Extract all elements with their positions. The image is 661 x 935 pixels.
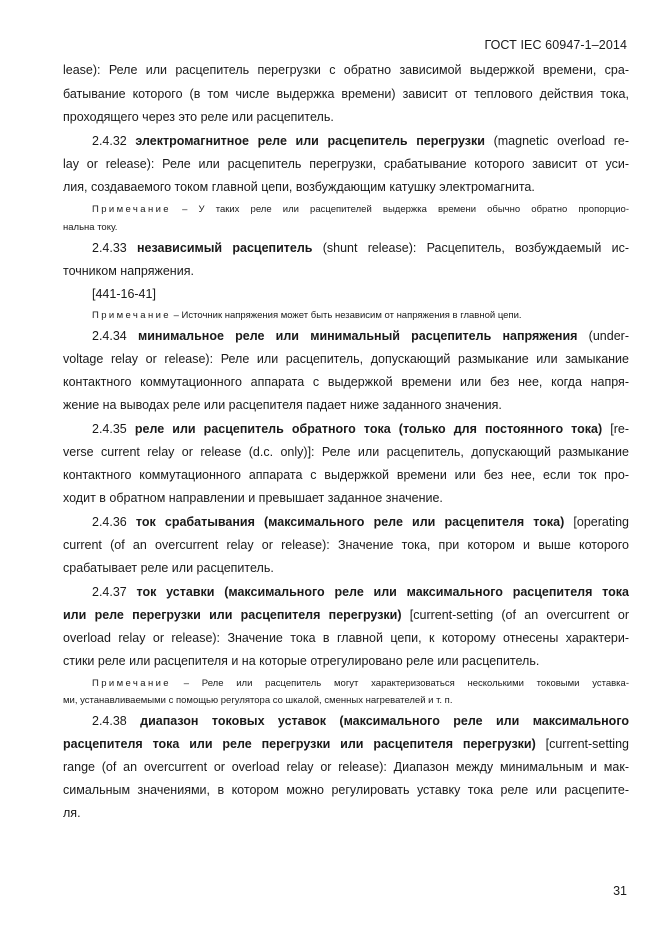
clause-term: или реле перегрузки или расцепителя перегрузки) bbox=[63, 608, 402, 622]
note-label: Примечание bbox=[92, 310, 171, 321]
note bbox=[92, 676, 629, 692]
clause-2-4-33 bbox=[92, 240, 629, 256]
body-line: контактного коммутационного аппарата с выдержкой времени или без нее, когда напря- bbox=[63, 375, 629, 389]
clause-text: [current-setting (of an overcurrent or bbox=[401, 608, 629, 622]
note-label: Примечание bbox=[92, 204, 171, 215]
clause-term: реле или расцепитель обратного тока (только для постоянного тока) bbox=[134, 422, 603, 436]
body-line bbox=[63, 736, 629, 752]
body-line: лия, создаваемого током главной цепи, возбуждающим катушку электромагнита. bbox=[63, 180, 535, 194]
clause-text: [operating bbox=[564, 515, 629, 529]
clause-term: ток уставки (максимального реле или максимального расцепителя тока bbox=[136, 585, 629, 599]
body-line bbox=[63, 607, 629, 623]
note-text: – Реле или расцепитель могут характеризоваться несколькими токовыми уставка- bbox=[171, 678, 629, 689]
clause-text: [current-setting bbox=[535, 737, 629, 751]
clause-number: 2.4.32 bbox=[92, 134, 136, 148]
clause-text: [re- bbox=[602, 422, 629, 436]
note bbox=[92, 308, 629, 324]
clause-number: 2.4.36 bbox=[92, 515, 136, 529]
clause-number: 2.4.35 bbox=[92, 422, 135, 436]
clause-2-4-37 bbox=[92, 584, 629, 600]
clause-term: независимый расцепитель bbox=[137, 241, 313, 255]
clause-text: (shunt release): Расцепитель, возбуждаемый ис- bbox=[312, 241, 629, 255]
clause-text: (under- bbox=[577, 329, 629, 343]
body-line: стики реле или расцепителя и на которые отрегулировано реле или расцепитель. bbox=[63, 654, 540, 668]
note-line: нальна току. bbox=[63, 222, 118, 233]
clause-2-4-35 bbox=[92, 421, 629, 437]
page-number: 31 bbox=[613, 884, 627, 898]
clause-number: 2.4.37 bbox=[92, 585, 137, 599]
note-label: Примечание bbox=[92, 678, 171, 689]
note-text: – Источник напряжения может быть независим от напряжения в главной цепи. bbox=[171, 310, 522, 321]
body-line: симальным значениями, в котором можно регулировать уставку тока реле или расцепите- bbox=[63, 783, 629, 797]
note-text: – У таких реле или расцепителей выдержка времени обычно обратно пропорцио- bbox=[171, 204, 629, 215]
body-line: range (of an overcurrent or overload relay or release): Диапазон между минимальным и мак- bbox=[63, 760, 629, 774]
clause-term: ток срабатывания (максимального реле или расцепителя тока) bbox=[135, 515, 565, 529]
clause-term: электромагнитное реле или расцепитель перегрузки bbox=[135, 134, 485, 148]
document-header: ГОСТ IEC 60947-1–2014 bbox=[484, 38, 627, 52]
clause-2-4-36 bbox=[92, 514, 629, 530]
body-line: lease): Реле или расцепитель перегрузки с обратно зависимой выдержкой времени, сра- bbox=[63, 63, 629, 77]
clause-term: минимальное реле или минимальный расцепитель напряжения bbox=[137, 329, 578, 343]
clause-number: 2.4.34 bbox=[92, 329, 138, 343]
body-line: voltage relay or release): Реле или расцепитель, допускающий размыкание или замыкание bbox=[63, 352, 629, 366]
body-line: батывание которого (в том числе выдержка времени) зависит от теплового действия тока, bbox=[63, 87, 629, 101]
body-line: точником напряжения. bbox=[63, 264, 194, 278]
clause-number: 2.4.33 bbox=[92, 241, 137, 255]
clause-text: (magnetic overload re- bbox=[484, 134, 630, 148]
body-line: verse current relay or release (d.c. only)]: Реле или расцепитель, допускающий размыкание bbox=[63, 445, 629, 459]
clause-2-4-38 bbox=[92, 713, 629, 729]
clause-2-4-32 bbox=[92, 133, 629, 149]
body-line: проходящего через это реле или расцепитель. bbox=[63, 110, 334, 124]
note bbox=[92, 202, 629, 218]
body-line: overload relay or release): Значение тока в главной цепи, к которому отнесены характери- bbox=[63, 631, 629, 645]
clause-term: диапазон токовых уставок (максимального реле или максимального bbox=[140, 714, 629, 728]
note-line: ми, устанавливаемыми с помощью регулятора со шкалой, сменных нагревателей и т. п. bbox=[63, 695, 453, 706]
clause-term: расцепителя тока или реле перегрузки или расцепителя перегрузки) bbox=[63, 737, 536, 751]
body-line: ходит в обратном направлении и превышает заданное значение. bbox=[63, 491, 443, 505]
body-line: current (of an overcurrent relay or release): Значение тока, при котором и выше которого bbox=[63, 538, 629, 552]
body-line: срабатывает реле или расцепитель. bbox=[63, 561, 274, 575]
clause-2-4-34 bbox=[92, 328, 629, 344]
reference: [441-16-41] bbox=[92, 287, 156, 301]
clause-number: 2.4.38 bbox=[92, 714, 141, 728]
body-line: lay or release): Реле или расцепитель перегрузки, срабатывание которого зависит от уси- bbox=[63, 157, 629, 171]
body-line: жение на выводах реле или расцепителя падает ниже заданного значения. bbox=[63, 398, 502, 412]
body-line: контактного коммутационного аппарата с выдержкой времени или без нее, если ток про- bbox=[63, 468, 629, 482]
body-line: ля. bbox=[63, 806, 81, 820]
